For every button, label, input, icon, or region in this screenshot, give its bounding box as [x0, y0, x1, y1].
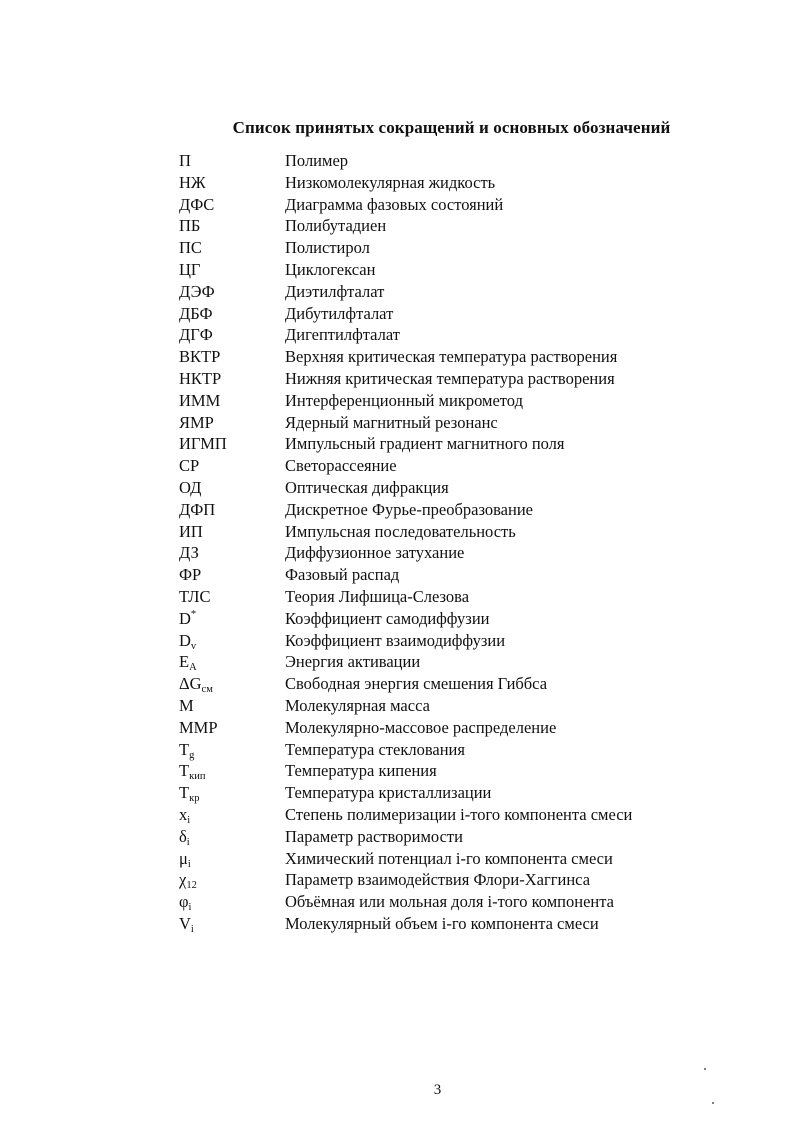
abbreviation-definition: Циклогексан [285, 259, 376, 279]
symbol-base: x [179, 804, 188, 824]
symbol-subscript: 12 [186, 880, 197, 892]
abbreviation-definition: Оптическая дифракция [285, 477, 449, 497]
abbreviation-definition: Дигептилфталат [285, 325, 400, 345]
abbreviation-row [179, 586, 739, 608]
abbreviation-symbol [179, 826, 285, 848]
page-number: 3 [433, 1082, 442, 1098]
symbol-base: ОД [179, 477, 202, 497]
abbreviation-definition: Дискретное Фурье-преобразование [285, 499, 533, 519]
abbreviation-definition: Объёмная или мольная доля i-того компонента [285, 892, 614, 912]
abbreviation-definition: Полимер [285, 151, 349, 170]
abbreviation-symbol [179, 237, 285, 259]
abbreviation-symbol [179, 782, 285, 804]
abbreviation-row [179, 303, 739, 325]
symbol-base: δ [179, 826, 187, 846]
symbol-base: СР [179, 456, 200, 476]
abbreviation-row [179, 913, 739, 935]
abbreviation-symbol [179, 564, 285, 586]
abbreviation-row [179, 259, 739, 281]
abbreviation-definition: Коэффициент самодиффузии [285, 608, 490, 628]
abbreviation-symbol [179, 651, 285, 673]
abbreviation-symbol [179, 303, 285, 325]
abbreviation-definition: Полибутадиен [285, 216, 387, 236]
abbreviation-row [179, 717, 739, 739]
abbreviation-symbol [179, 477, 285, 499]
abbreviation-symbol [179, 412, 285, 434]
symbol-base: ММР [179, 717, 218, 737]
abbreviation-definition: Теория Лифшица-Слезова [285, 586, 470, 606]
abbreviation-symbol [179, 172, 285, 194]
abbreviation-row [179, 455, 739, 477]
abbreviation-definition: Нижняя критическая температура растворения [285, 368, 615, 388]
symbol-subscript: кип [189, 771, 206, 783]
abbreviation-definition: Ядерный магнитный резонанс [285, 412, 498, 432]
symbol-base: ФР [179, 565, 202, 585]
abbreviation-definition: Верхняя критическая температура растворения [285, 347, 618, 367]
symbol-subscript: v [190, 640, 197, 652]
abbreviation-symbol [179, 695, 285, 717]
abbreviation-symbol [179, 804, 285, 826]
abbreviation-definition: Степень полимеризации i-того компонента смеси [285, 804, 633, 824]
symbol-base: ВКТР [179, 347, 221, 367]
symbol-base: T [179, 739, 190, 759]
abbreviation-definition: Интерференционный микрометод [285, 390, 523, 410]
abbreviation-row [179, 804, 739, 826]
symbol-base: ДЭФ [179, 281, 215, 301]
abbreviation-definition: Молекулярный объем i-го компонента смеси [285, 913, 599, 933]
abbreviation-symbol [179, 521, 285, 543]
abbreviation-row [179, 673, 739, 695]
symbol-base: ДЗ [179, 543, 199, 563]
abbreviation-symbol [179, 150, 285, 172]
abbreviation-row [179, 237, 739, 259]
abbreviation-symbol [179, 390, 285, 412]
abbreviation-row [179, 869, 739, 891]
abbreviation-row [179, 194, 739, 216]
abbreviation-symbol [179, 324, 285, 346]
abbreviation-symbol [179, 913, 285, 935]
symbol-base: ДФС [179, 194, 215, 214]
abbreviation-definition: Диэтилфталат [285, 281, 385, 301]
abbreviation-row [179, 390, 739, 412]
abbreviation-symbol [179, 869, 285, 891]
abbreviation-row [179, 346, 739, 368]
abbreviation-row [179, 324, 739, 346]
abbreviation-definition: Молекулярная масса [285, 695, 430, 715]
symbol-subscript: i [187, 858, 191, 870]
abbreviation-symbol [179, 281, 285, 303]
abbreviation-symbol [179, 499, 285, 521]
abbreviation-symbol [179, 215, 285, 237]
abbreviation-symbol [179, 586, 285, 608]
abbreviation-row [179, 630, 739, 652]
abbreviation-row [179, 521, 739, 543]
abbreviation-symbol [179, 542, 285, 564]
symbol-base: φ [179, 892, 189, 912]
symbol-base: ПБ [179, 216, 201, 236]
symbol-subscript: i [190, 923, 194, 935]
abbreviation-row [179, 608, 739, 630]
symbol-base: ИММ [179, 390, 221, 410]
abbreviation-symbol [179, 717, 285, 739]
abbreviation-definition: Полистирол [285, 238, 370, 258]
symbol-base: ДФП [179, 499, 216, 519]
symbol-subscript: i [186, 836, 190, 848]
symbol-superscript: * [190, 608, 197, 620]
abbreviation-symbol [179, 739, 285, 761]
abbreviation-definition: Температура стеклования [285, 739, 465, 759]
scan-speck [712, 1102, 714, 1104]
abbreviation-definition: Коэффициент взаимодиффузии [285, 630, 506, 650]
symbol-base: D [179, 608, 191, 628]
abbreviation-definition: Дибутилфталат [285, 303, 394, 323]
abbreviation-definition: Температура кипения [285, 761, 437, 781]
abbreviation-symbol [179, 891, 285, 913]
abbreviation-symbol [179, 433, 285, 455]
abbreviation-symbol [179, 673, 285, 695]
symbol-base: ΔG [179, 674, 202, 694]
abbreviation-row [179, 651, 739, 673]
abbreviation-definition: Температура кристаллизации [285, 783, 492, 803]
abbreviation-row [179, 695, 739, 717]
symbol-base: ЦГ [179, 259, 201, 279]
abbreviation-row [179, 826, 739, 848]
abbreviation-row [179, 368, 739, 390]
abbreviation-list [179, 150, 739, 935]
abbreviation-row [179, 564, 739, 586]
scan-speck [704, 1068, 706, 1070]
symbol-base: χ [179, 870, 187, 890]
page-title: Список принятых сокращений и основных обозначений [232, 118, 671, 137]
symbol-base: μ [179, 848, 188, 868]
symbol-base: ДГФ [179, 325, 213, 345]
symbol-subscript: кр [189, 793, 200, 805]
symbol-subscript: A [189, 662, 197, 674]
abbreviation-row [179, 477, 739, 499]
symbol-base: НЖ [179, 172, 206, 192]
abbreviation-definition: Светорассеяние [285, 456, 397, 476]
abbreviation-symbol [179, 346, 285, 368]
symbol-base: M [179, 695, 194, 715]
symbol-base: ИГМП [179, 434, 227, 454]
abbreviation-definition: Фазовый распад [285, 565, 400, 585]
abbreviation-row [179, 215, 739, 237]
abbreviation-row [179, 848, 739, 870]
abbreviation-row [179, 281, 739, 303]
symbol-base: E [179, 652, 190, 672]
abbreviation-row [179, 739, 739, 761]
abbreviation-row [179, 499, 739, 521]
abbreviation-definition: Импульсный градиент магнитного поля [285, 434, 565, 454]
abbreviation-symbol [179, 608, 285, 630]
symbol-base: T [179, 783, 190, 803]
abbreviation-symbol [179, 848, 285, 870]
abbreviation-row [179, 891, 739, 913]
abbreviation-symbol [179, 760, 285, 782]
abbreviation-symbol [179, 368, 285, 390]
abbreviation-definition: Свободная энергия смешения Гиббса [285, 674, 548, 694]
abbreviation-symbol [179, 259, 285, 281]
symbol-subscript: i [187, 814, 191, 826]
abbreviation-definition: Параметр растворимости [285, 826, 463, 846]
abbreviation-definition: Низкомолекулярная жидкость [285, 172, 496, 192]
abbreviation-row [179, 760, 739, 782]
symbol-base: D [179, 630, 191, 650]
symbol-base: ПС [179, 238, 202, 258]
abbreviation-row [179, 542, 739, 564]
symbol-base: НКТР [179, 368, 222, 388]
abbreviation-definition: Диаграмма фазовых состояний [285, 194, 504, 214]
symbol-base: T [179, 761, 190, 781]
abbreviation-symbol [179, 455, 285, 477]
abbreviation-definition: Диффузионное затухание [285, 543, 465, 563]
abbreviation-row [179, 412, 739, 434]
symbol-base: ЯМР [179, 412, 214, 432]
symbol-base: ИП [179, 521, 203, 541]
abbreviation-definition: Молекулярно-массовое распределение [285, 717, 557, 737]
abbreviation-symbol [179, 630, 285, 652]
symbol-subscript: см [201, 684, 213, 696]
abbreviation-row [179, 433, 739, 455]
abbreviation-definition: Импульсная последовательность [285, 521, 516, 541]
abbreviation-definition: Энергия активации [285, 652, 421, 672]
abbreviation-row [179, 150, 739, 172]
abbreviation-symbol [179, 194, 285, 216]
symbol-subscript: g [189, 749, 195, 761]
symbol-base: ТЛС [179, 586, 211, 606]
symbol-base: V [179, 913, 191, 933]
abbreviation-row [179, 172, 739, 194]
symbol-subscript: i [188, 902, 192, 914]
abbreviation-definition: Параметр взаимодействия Флори-Хаггинса [285, 870, 591, 890]
symbol-base: ДБФ [179, 303, 213, 323]
abbreviation-row [179, 782, 739, 804]
symbol-base: П [179, 151, 191, 170]
abbreviation-definition: Химический потенциал i-го компонента смеси [285, 848, 613, 868]
